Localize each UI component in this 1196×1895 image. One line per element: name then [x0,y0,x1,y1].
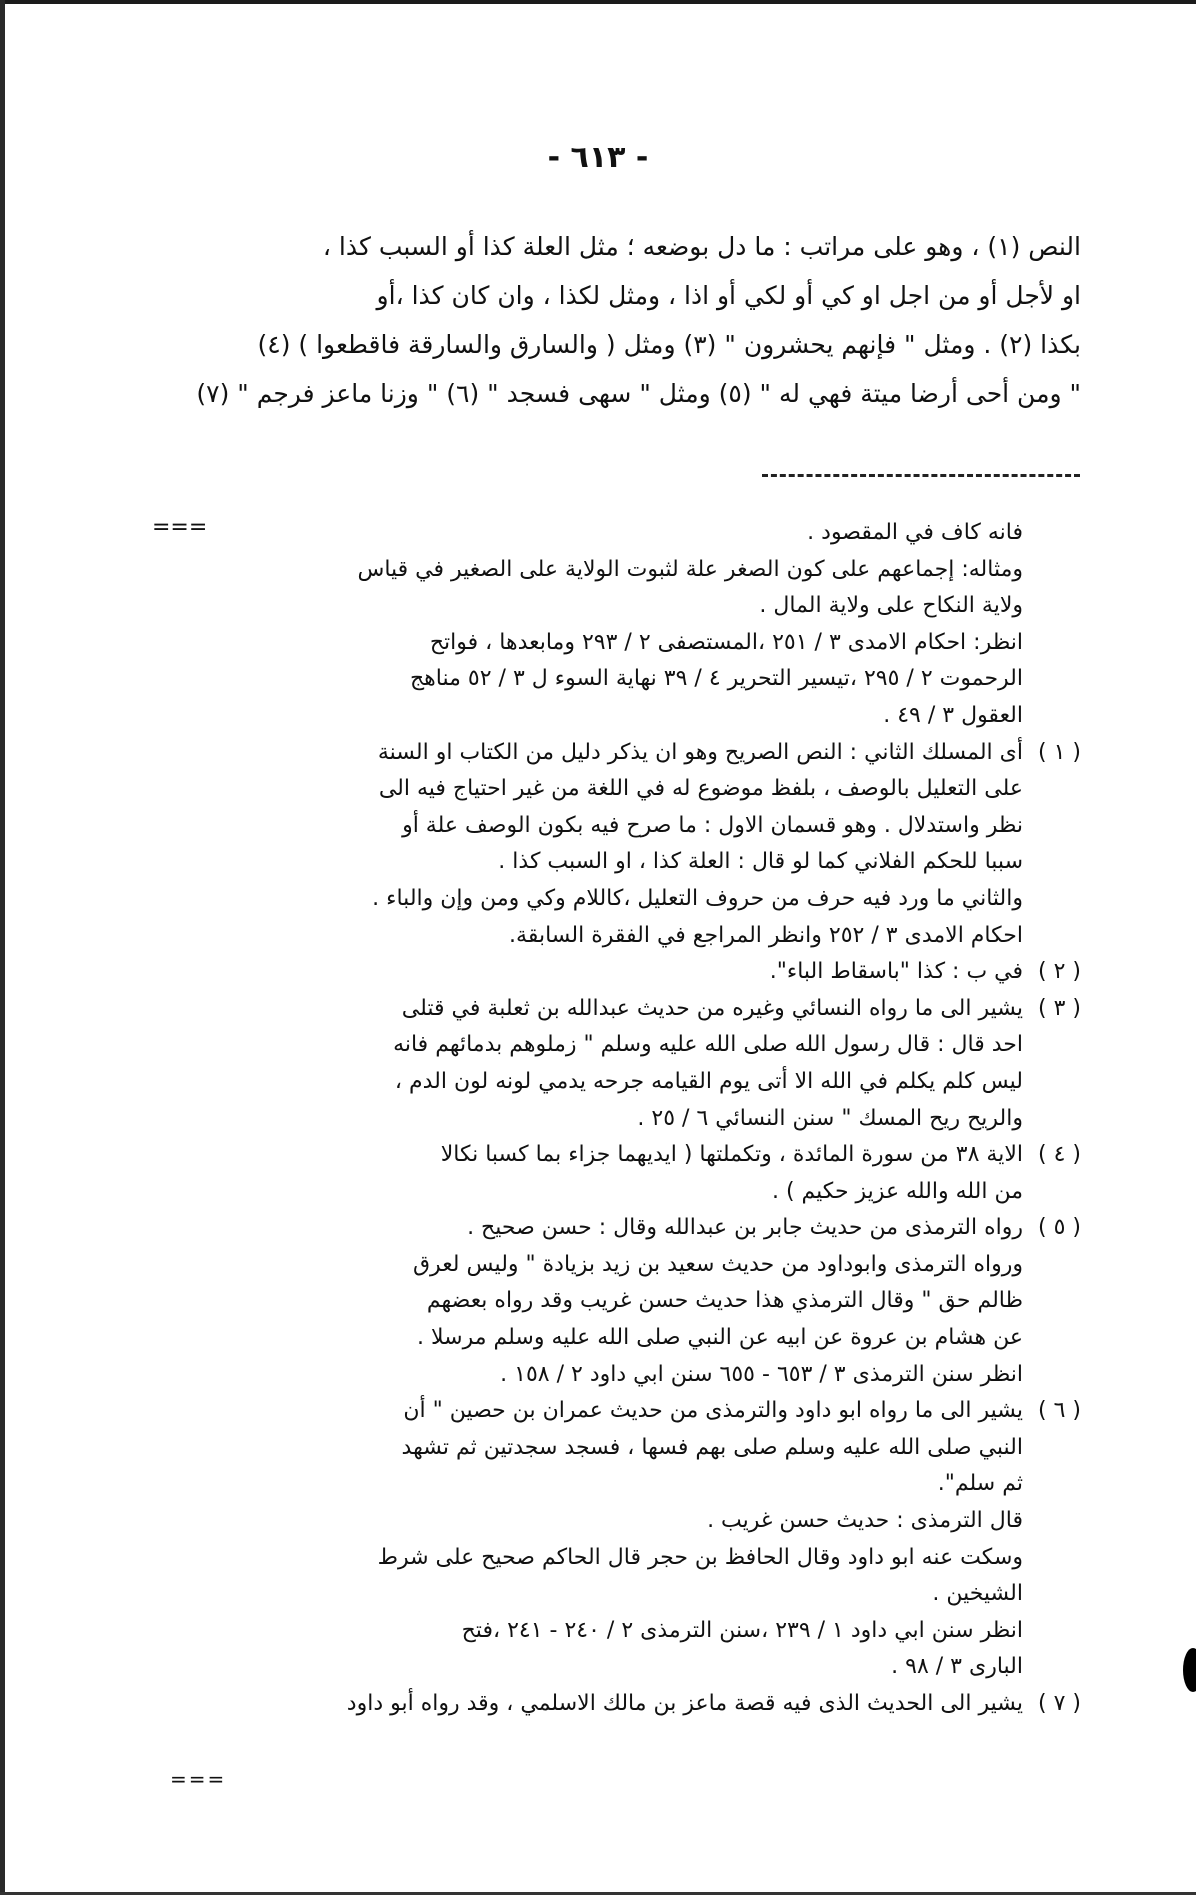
footnote-line: رواه الترمذى من حديث جابر بن عبدالله وقال : حسن صحيح . [467,1215,1023,1241]
footnote-line: ثم سلم". [937,1471,1023,1497]
footnote-line: احد قال : قال رسول الله صلى الله عليه وسلم " زملوهم بدمائهم فانه [393,1032,1023,1058]
footnote-line: انظر سنن ابي داود ١ / ٢٣٩ ،سنن الترمذى ٢ / ٢٤٠ - ٢٤١ ،فتح [461,1617,1023,1643]
page-number: - ٦١٣ - [547,140,649,175]
footnote-line: قال الترمذى : حديث حسن غريب . [707,1508,1023,1534]
footnote-intro-line: العقول ٣ / ٤٩ . [883,702,1023,728]
footnote-body [81,991,1023,1137]
footnote-line: احكام الامدى ٣ / ٢٥٢ وانظر المراجع في الفقرة السابقة. [509,922,1023,948]
footnote-intro-line: انظر: احكام الامدى ٣ / ٢٥١ ،المستصفى ٢ / ٢٩٣ ومابعدها ، فواتح [429,629,1023,655]
footnote-line: ورواه الترمذى وابوداود من حديث سعيد بن زيد بزيادة " وليس لعرق [412,1251,1023,1277]
footnote [81,1137,1081,1210]
main-text [181,222,1081,418]
footnote-line: على التعليل بالوصف ، بلفظ موضوع له في اللغة من غير احتياج فيه الى [378,776,1023,802]
footnote-number: ( ١ ) [1038,739,1081,765]
footnote-body [81,735,1023,955]
main-text-line: او لأجل أو من اجل او كي أو لكي أو اذا ، ومثل لكذا ، وان كان كذا ،أو [376,281,1081,310]
footnote-line: وسكت عنه ابو داود وقال الحافظ بن حجر قال الحاكم صحيح على شرط [377,1544,1023,1570]
continuation-mark: === [152,515,208,540]
footnote-intro-line: فانه كاف في المقصود . [807,520,1023,545]
footnote-number: ( ٥ ) [1038,1215,1081,1241]
footnote-body [81,1686,1023,1723]
footnote-line: الاية ٣٨ من سورة المائدة ، وتكملتها ( ايديهما جزاء بما كسبا نكالا [440,1142,1023,1168]
continuation-mark-end: === [170,1767,227,1791]
scan-edge-left [0,0,5,1895]
footnote-line: يشير الى ما رواه ابو داود والترمذى من حديث عمران بن حصين " أن [403,1398,1023,1424]
footnote-separator [762,474,1080,477]
binding-hole [1183,1648,1196,1692]
footnote [81,991,1081,1137]
main-text-line: النص (١) ، وهو على مراتب : ما دل بوضعه ؛ مثل العلة كذا أو السبب كذا ، [322,232,1081,261]
footnote-body [81,954,1023,991]
footnotes [81,515,1081,1723]
footnote-number: ( ٧ ) [1038,1691,1081,1716]
footnote-line: عن هشام بن عروة عن ابيه عن النبي صلى الله عليه وسلم مرسلا . [417,1325,1023,1351]
footnote-list [81,735,1081,1723]
main-text-line: بكذا (٢) . ومثل " فإنهم يحشرون " (٣) ومثل ( والسارق والسارقة فاقطعوا ) (٤) [257,330,1081,359]
footnote-line: سببا للحكم الفلاني كما لو قال : العلة كذا ، او السبب كذا . [498,849,1023,875]
footnote-body [81,1210,1023,1393]
main-text-line: " ومن أحى أرضا ميتة فهي له " (٥) ومثل " سهى فسجد " (٦) " وزنا ماعز فرجم " (٧) [196,379,1081,408]
footnote-line: ظالم حق " وقال الترمذي هذا حديث حسن غريب وقد رواه بعضهم [426,1288,1023,1314]
footnote-line: يشير الى الحديث الذى فيه قصة ماعز بن مالك الاسلمي ، وقد رواه أبو داود [346,1691,1023,1716]
footnote-line: النبي صلى الله عليه وسلم صلى بهم فسها ، فسجد سجدتين ثم تشهد [401,1434,1023,1460]
footnote-line: نظر واستدلال . وهو قسمان الاول : ما صرح فيه بكون الوصف علة أو [402,812,1023,838]
footnote-body [81,1393,1023,1686]
footnote-line: في ب : كذا "باسقاط الباء". [769,959,1023,985]
footnote-intro-body [81,515,1023,735]
footnote [81,1686,1081,1723]
footnote [81,1393,1081,1686]
footnote-line: يشير الى ما رواه النسائي وغيره من حديث عبدالله بن ثعلبة في قتلى [401,995,1023,1021]
footnote-line: أى المسلك الثاني : النص الصريح وهو ان يذكر دليل من الكتاب او السنة [377,739,1023,765]
footnote-intro-line: ومثاله: إجماعهم على كون الصغر علة لثبوت الولاية على الصغير في قياس [357,556,1023,582]
footnote-number: ( ٦ ) [1038,1398,1081,1424]
footnote-line: من الله والله عزيز حكيم ) . [771,1178,1023,1204]
footnote-intro-line: الرحموت ٢ / ٢٩٥ ،تيسير التحرير ٤ / ٣٩ نهاية السوء ل ٣ / ٥٢ مناهج [409,666,1023,692]
footnote-intro-line: ولاية النكاح على ولاية المال . [759,593,1023,619]
footnote-line: الشيخين . [932,1581,1023,1607]
footnote-body [81,1137,1023,1210]
footnote [81,735,1081,955]
footnote-number: ( ٣ ) [1038,995,1081,1021]
footnote-number: ( ٤ ) [1038,1142,1081,1168]
footnote-number: ( ٢ ) [1038,959,1081,985]
scan-edge-top [0,0,1196,4]
footnote [81,954,1081,991]
footnote-line: انظر سنن الترمذى ٣ / ٦٥٣ - ٦٥٥ سنن ابي داود ٢ / ١٥٨ . [500,1361,1023,1387]
footnote-intro [81,515,1081,735]
footnote-line: والثاني ما ورد فيه حرف من حروف التعليل ،كاللام وكي ومن وإن والباء . [372,885,1023,911]
footnote-line: والريح ريح المسك " سنن النسائي ٦ / ٢٥ . [637,1105,1023,1131]
footnote-line: البارى ٣ / ٩٨ . [891,1654,1023,1680]
footnote [81,1210,1081,1393]
footnote-line: ليس كلم يكلم في الله الا أتى يوم القيامه جرحه يدمي لونه لون الدم ، [394,1068,1023,1094]
